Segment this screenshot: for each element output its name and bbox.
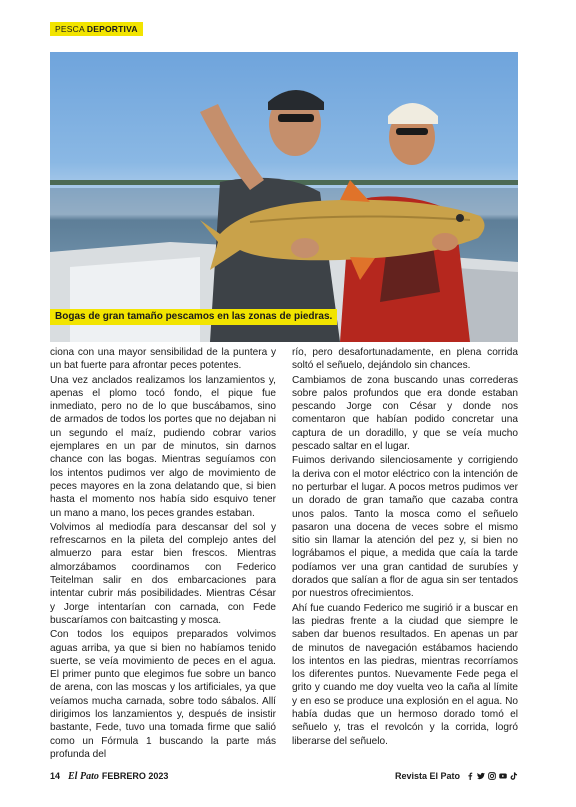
page-number: 14 [50,771,61,781]
facebook-icon[interactable] [466,772,474,780]
twitter-icon[interactable] [477,772,485,780]
paragraph: río, pero desafortunadamente, en plena corrida soltó el señuelo, dejándolo sin chances. [292,347,518,372]
paragraph: Una vez anclados realizamos los lanzamientos y, apenas el plomo tocó fondo, el pique fue inmediato, pero no de lo que buscábamos, sino de armados de todos los portes que no dejaban ni un segundo el maíz, pudiendo cobrar varios ejemplares en un par de minutos, sin darnos chance con las bogas. Mientras seguíamos con los intentos pudimos ver algo de movimiento de peces mayores en la zona delatando que, si bien hasta el momento nos había sido esquivo tener un mano a mano, los peces grandes estaban. [50,374,276,519]
footer-left [50,769,168,784]
youtube-icon[interactable] [499,772,507,780]
section-tag-bold: DEPORTIVA [86,24,138,34]
article-photo [50,52,518,342]
article-column-left [50,346,276,762]
brand-name: Revista El Pato [394,771,460,781]
article-column-right [292,346,518,749]
magazine-logo: El Pato [68,771,99,782]
paragraph: Con todos los equipos preparados volvimos aguas arriba, ya que si bien no habíamos tenido suerte, se veía movimiento de peces en el agua. El primer punto que elegimos fue sobre un banco de arena, con las moscas y los artificiales, ya que veíamos mucha carnada, sobre todo sábalos. Allí dirigimos los lanzamientos y, después de insistir bastante, Fede, tuvo una tomada firme que salió como un Fórmula 1 buscando la parte más profunda del [50,629,276,760]
page-footer [50,769,518,783]
paragraph: Fuimos derivando silenciosamente y corrigiendo la deriva con el motor eléctrico con la intención de no perturbar el lugar. A pocos metros pudimos ver un dorado de gran tamaño que cazaba contra unos palos. Tanto la mosca como el señuelo pasaron una docena de veces sobre el mismo sitio sin llamar la atención del pez y, si bien no lográbamos el pique, a medida que caía la tarde podíamos ver una gran cantidad de surubíes y dorados que salían a flor de agua sin ser tentados por nuestros ofrecimientos. [292,455,518,600]
photo-caption: Bogas de gran tamaño pescamos en las zonas de piedras. [50,309,337,325]
paragraph: Cambiamos de zona buscando unas correderas sobre palos profundos que era donde estaban pescando Jorge con César y donde nos comentaron que habían podido concretar una captura de un doradillo, y que se veía mucho pescado saltar en el lugar. [292,374,518,453]
fishing-photo-illustration [50,52,518,342]
issue-date: FEBRERO 2023 [101,771,169,781]
section-tag [50,22,143,36]
paragraph: Volvimos al mediodía para descansar del sol y refrescarnos en la pileta del complejo antes del almuerzo para estar bien frescos. Mientras almorzábamos coordinamos con Federico Teitelman salir en dos embarcaciones para intentar cubrir más posibilidades. Mientras César y Jorge intentarían con carnada, con Fede buscaríamos con baitcasting y mosca. [50,521,276,626]
paragraph: ciona con una mayor sensibilidad de la puntera y un bat fuerte para afrontar peces potentes. [50,347,276,372]
tiktok-icon[interactable] [510,772,518,780]
footer-right [395,769,518,783]
section-tag-light: PESCA [55,24,87,34]
paragraph: Ahí fue cuando Federico me sugirió ir a buscar en las piedras frente a la ciudad que siempre le saben dar buenos resultados. En apenas un par de minutos de navegación estábamos haciendo los intentos en las piedras, mientras recorríamos los diferentes puntos. Nuevamente Fede pega el grito y cuando me doy vuelta veo la caña al límite y en eso se produce una explosión en el agua. No había dudas que un hermoso dorado tomó el señuelo y, tras el revolcón y la corrida, logró liberarse del señuelo. [292,602,518,747]
instagram-icon[interactable] [488,772,496,780]
